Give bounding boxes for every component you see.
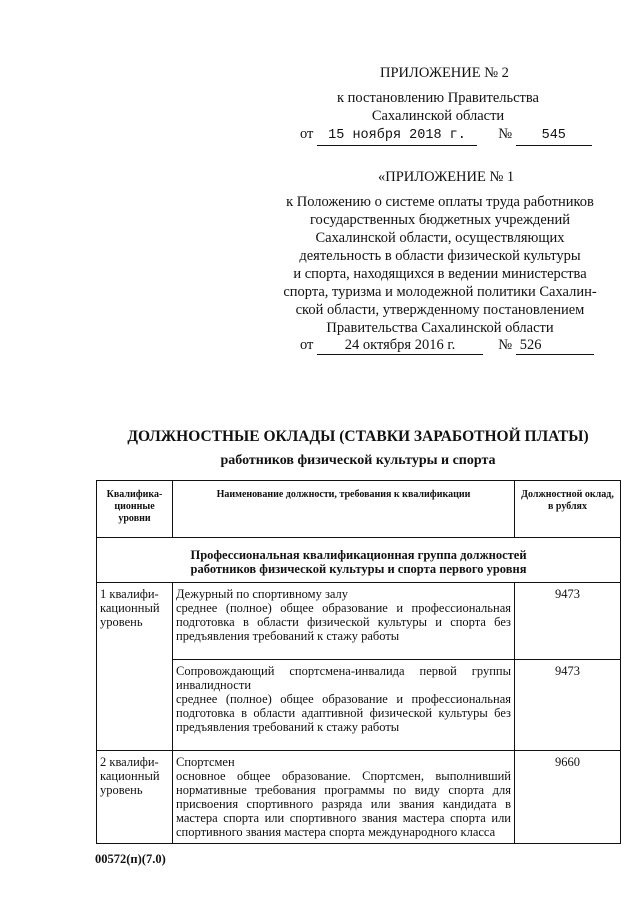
- appendix1-text: [270, 193, 610, 337]
- number-label: №: [498, 337, 513, 353]
- appendix2-line2: Сахалинской области: [371, 108, 505, 124]
- position-cell: [173, 583, 515, 660]
- level-cell: 1 квалифи-кационный уровень: [97, 583, 173, 751]
- header-levels: Квалифика-ционные уровни: [97, 481, 173, 538]
- from-label: от: [300, 126, 314, 142]
- header-salary: Должностной оклад, в рублях: [515, 481, 621, 538]
- number-label: №: [498, 126, 513, 142]
- position-requirements: среднее (полное) общее образование и профессиональная подготовка в области адаптивной физической культуры без предъявления требований к стажу работы: [176, 692, 511, 734]
- position-cell: [173, 751, 515, 844]
- appendix1-number: 526: [516, 336, 594, 355]
- appendix1-line: Сахалинской области, осуществляющих: [315, 230, 565, 246]
- appendix1-line: и спорта, находящихся в ведении министерства: [293, 266, 587, 282]
- from-label: от: [300, 337, 314, 353]
- appendix2-date-line: [300, 125, 600, 146]
- table-row: [97, 751, 621, 844]
- appendix1-line: ской области, утвержденному постановлением: [295, 302, 585, 318]
- group-title: [97, 538, 621, 583]
- position-cell: [173, 660, 515, 751]
- appendix1-line: государственных бюджетных учреждений: [309, 212, 571, 228]
- page-subtitle: работников физической культуры и спорта: [220, 453, 496, 468]
- table-row: [97, 583, 621, 660]
- appendix1-line: спорта, туризма и молодежной политики Сахалин-: [283, 284, 597, 300]
- group-row: [97, 538, 621, 583]
- appendix1-line: деятельность в области физической культуры: [299, 248, 581, 264]
- appendix1-line: Правительства Сахалинской области: [326, 320, 554, 336]
- appendix1-line: к Положению о системе оплаты труда работников: [286, 194, 594, 210]
- table-header-row: [97, 481, 621, 538]
- salary-cell: 9473: [515, 660, 621, 751]
- position-name: Спортсмен: [176, 755, 235, 769]
- group-title-line: работников физической культуры и спорта первого уровня: [190, 562, 527, 576]
- position-requirements: среднее (полное) общее образование и профессиональная подготовка в области физической культуры и спорта без предъявления требований к стажу работы: [176, 601, 511, 643]
- salary-cell: 9473: [515, 583, 621, 660]
- page-title: ДОЛЖНОСТНЫЕ ОКЛАДЫ (СТАВКИ ЗАРАБОТНОЙ ПЛАТЫ): [127, 428, 589, 445]
- level-cell: 2 квалифи-кационный уровень: [97, 751, 173, 844]
- appendix2-line1: к постановлению Правительства: [337, 90, 539, 106]
- position-requirements: основное общее образование. Спортсмен, выполнивший нормативные требования программы по виду спорта для присвоения спортивного разряда или звания кандидата в мастера спорта или спортивного звания мастера спорта или спортивного звания мастера спорта международного класса: [176, 769, 511, 839]
- appendix2-date: 15 ноября 2018 г.: [317, 127, 477, 146]
- appendix1-date-line: [300, 336, 600, 355]
- appendix1-title: «ПРИЛОЖЕНИЕ № 1: [378, 169, 515, 185]
- appendix1-date: 24 октября 2016 г.: [317, 336, 483, 355]
- position-name: Дежурный по спортивному залу: [176, 587, 349, 601]
- document-code: 00572(п)(7.0): [95, 852, 166, 866]
- header-position: Наименование должности, требования к квалификации: [173, 481, 515, 538]
- appendix2-number: 545: [516, 127, 592, 146]
- position-name: Сопровождающий спортсмена-инвалида первой группы инвалидности: [176, 664, 511, 692]
- table-row: [97, 660, 621, 751]
- group-title-line: Профессиональная квалификационная группа должностей: [190, 548, 527, 562]
- salary-cell: 9660: [515, 751, 621, 844]
- appendix2-title: ПРИЛОЖЕНИЕ № 2: [380, 65, 509, 81]
- salary-table: [96, 480, 621, 844]
